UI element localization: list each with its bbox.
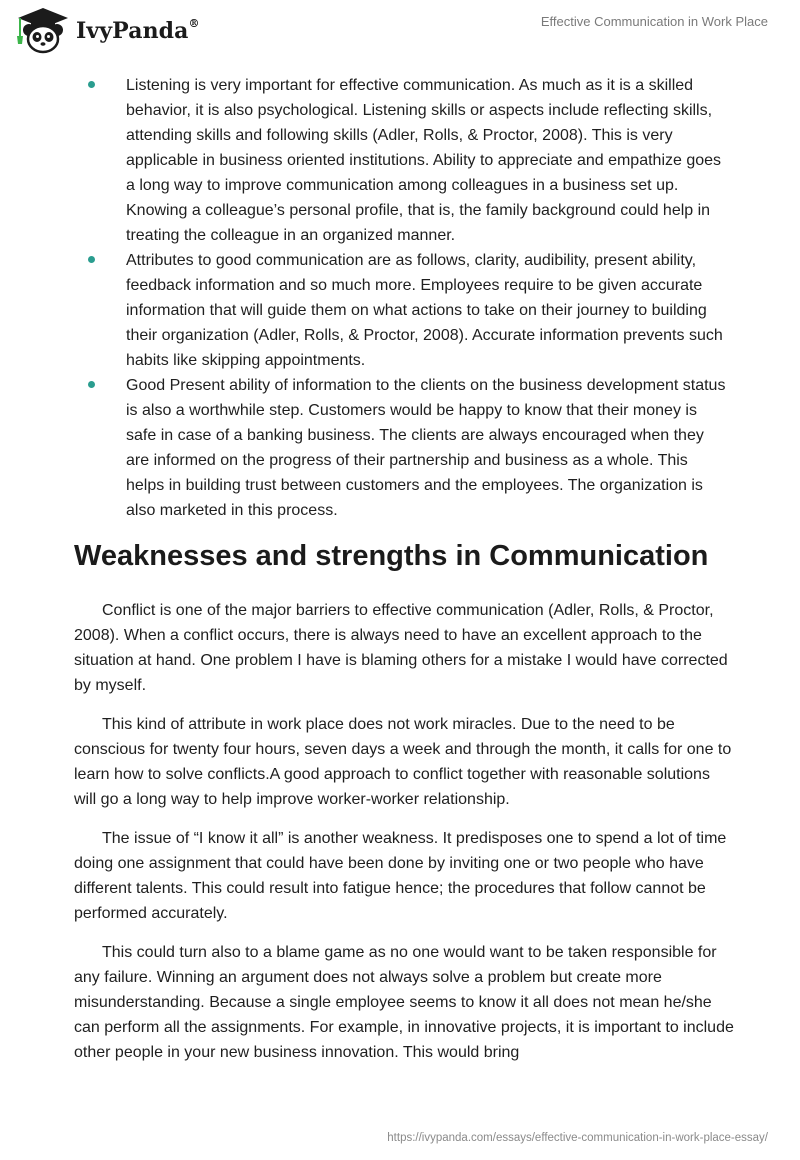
paragraph: Conflict is one of the major barriers to effective communication (Adler, Rolls, & Proctor, 2008). When a conflict occurs, there is always need to have an excellent approach to the situation at hand. One problem I have is blaming others for a mistake I would have corrected by myself. (74, 602, 728, 694)
brand-name: IvyPanda® (76, 16, 200, 44)
panda-graduate-icon (14, 6, 72, 56)
bullet-item (0, 373, 800, 523)
ivypanda-logo[interactable] (14, 6, 200, 56)
bullet-dot-icon (88, 81, 95, 88)
paragraph: The issue of “I know it all” is another weakness. It predisposes one to spend a lot of time doing one assignment that could have been done by inviting one or two people who have different talents. This could result into fatigue hence; the procedures that follow cannot be performed accurately. (74, 830, 727, 922)
source-url-link[interactable]: https://ivypanda.com/essays/effective-communication-in-work-place-essay/ (387, 1132, 768, 1144)
paragraph: This could turn also to a blame game as no one would want to be taken responsible for any failure. Winning an argument does not always solve a problem but create more misunderstanding. Because a single employee seems to know it all does not mean he/she can perform all the assignments. For example, in innovative projects, it is important to include other people in your new business innovation. This would bring (74, 944, 734, 1061)
bullet-list (0, 73, 800, 523)
bullet-dot-icon (88, 381, 95, 388)
bullet-text: Good Present ability of information to the clients on the business development status is also a worthwhile step. Customers would be happy to know that their money is safe in case of a banking business. The clients are always encouraged when they are informed on the progress of their partnership and business as a whole. This helps in building trust between customers and the employees. The organization is also marketed in this process. (126, 377, 726, 519)
page-header (0, 0, 800, 62)
bullet-text: Listening is very important for effective communication. As much as it is a skilled behavior, it is also psychological. Listening skills or aspects include reflecting skills, attending skills and following skills (Adler, Rolls, & Proctor, 2008). This is very applicable in business oriented institutions. Ability to appreciate and empathize goes a long way to improve communication among colleagues in a business set up. Knowing a colleague’s personal profile, that is, the family background could help in treating the colleague in an organized manner. (126, 77, 722, 244)
bullet-item (0, 73, 800, 248)
paragraph: This kind of attribute in work place does not work miracles. Due to the need to be conscious for twenty four hours, seven days a week and through the month, it calls for one to learn how to solve conflicts.A good approach to conflict together with reasonable solutions will go a long way to help improve worker-worker relationship. (74, 716, 732, 808)
document-title: Effective Communication in Work Place (540, 14, 768, 29)
bullet-item (0, 248, 800, 373)
section-heading: Weaknesses and strengths in Communication (74, 540, 709, 572)
registered-mark: ® (188, 16, 200, 30)
bullet-text: Attributes to good communication are as follows, clarity, audibility, present ability, feedback information and so much more. Employees require to be given accurate information that will guide them on what actions to take on their journey to building their organization (Adler, Rolls, & Proctor, 2008). Accurate information prevents such habits like skipping appointments. (126, 252, 723, 369)
section-body (74, 598, 734, 1079)
bullet-dot-icon (88, 256, 95, 263)
